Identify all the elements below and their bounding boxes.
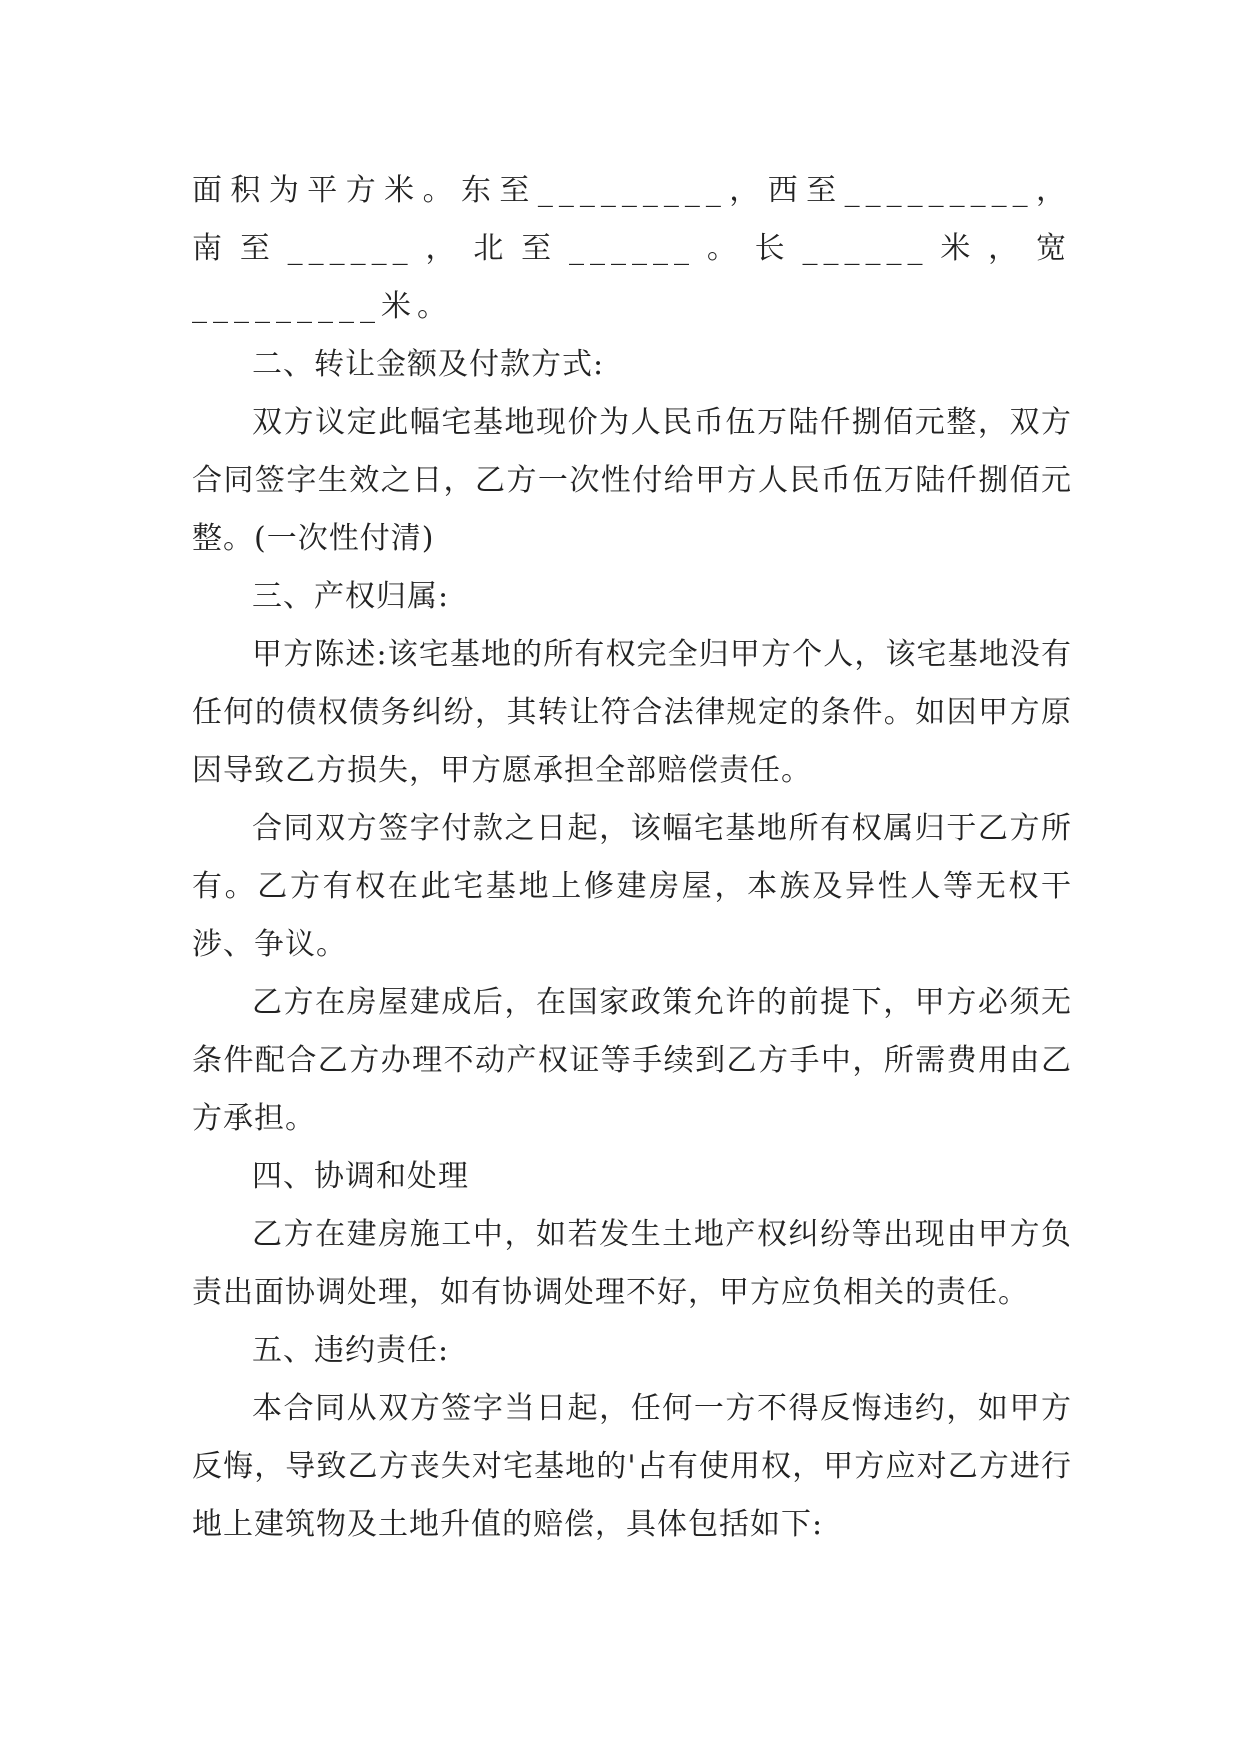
para-property-certificate: 乙方在房屋建成后，在国家政策允许的前提下，甲方必须无条件配合乙方办理不动产权证等手续到乙方手中，所需费用由乙方承担。 <box>192 985 1072 1136</box>
para-party-a-statement: 甲方陈述:该宅基地的所有权完全归甲方个人，该宅基地没有任何的债权债务纠纷，其转让符合法律规定的条件。如因甲方原因导致乙方损失，甲方愿承担全部赔偿责任。 <box>192 637 1072 788</box>
section-heading-5: 五、违约责任: <box>252 1333 450 1368</box>
section-heading-4: 四、协调和处理 <box>252 1159 469 1194</box>
para-price: 双方议定此幅宅基地现价为人民币伍万陆仟捌佰元整，双方合同签字生效之日，乙方一次性付给甲方人民币伍万陆仟捌佰元整。(一次性付清) <box>192 405 1072 556</box>
document-body <box>192 162 1072 1554</box>
para-breach-liability: 本合同从双方签字当日起，任何一方不得反悔违约，如甲方反悔，导致乙方丧失对宅基地的'占有使用权，甲方应对乙方进行地上建筑物及土地升值的赔偿，具体包括如下: <box>192 1391 1072 1542</box>
para-ownership-transfer: 合同双方签字付款之日起，该幅宅基地所有权属归于乙方所有。乙方有权在此宅基地上修建房屋，本族及异性人等无权干涉、争议。 <box>192 811 1072 962</box>
section-heading-3: 三、产权归属: <box>252 579 450 614</box>
para-dispute-handling: 乙方在建房施工中，如若发生土地产权纠纷等出现由甲方负责出面协调处理，如有协调处理不好，甲方应负相关的责任。 <box>192 1217 1072 1310</box>
section-heading-2: 二、转让金额及付款方式: <box>252 347 605 382</box>
para-area-boundaries: 面积为平方米。东至_________，西至_________，南至______，北至______。长______米，宽_________米。 <box>192 173 1072 324</box>
